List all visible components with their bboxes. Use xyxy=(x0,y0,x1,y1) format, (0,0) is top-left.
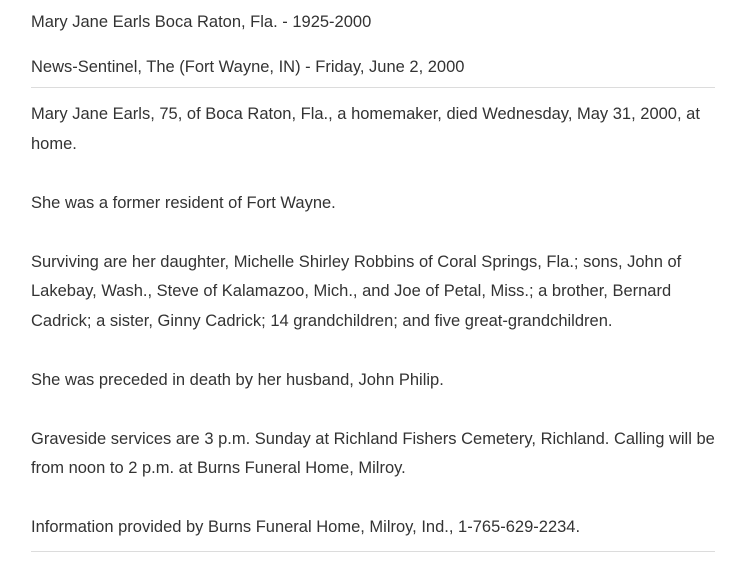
obituary-paragraph-death: Mary Jane Earls, 75, of Boca Raton, Fla., a homemaker, died Wednesday, May 31, 2000, at home. xyxy=(31,105,700,153)
obituary-title: Mary Jane Earls Boca Raton, Fla. - 1925-2000 xyxy=(31,13,372,31)
obituary-body xyxy=(31,100,715,572)
obituary-paragraph-services: Graveside services are 3 p.m. Sunday at Richland Fishers Cemetery, Richland. Calling will be from noon to 2 p.m. at Burns Funeral Home, Milroy. xyxy=(31,429,715,477)
divider-bottom xyxy=(31,551,715,552)
obituary-paragraph-info: Information provided by Burns Funeral Home, Milroy, Ind., 1-765-629-2234. xyxy=(31,518,581,536)
obituary-paragraph-survivors: Surviving are her daughter, Michelle Shirley Robbins of Coral Springs, Fla.; sons, John of Lakebay, Wash., Steve of Kalamazoo, Mich., and Joe of Petal, Miss.; a brother, Bernard Cadrick; a sister, Ginny Cadrick; 14 grandchildren; and five great-grandchildren. xyxy=(31,252,682,330)
obituary-paragraph-preceded: She was preceded in death by her husband, John Philip. xyxy=(31,370,444,389)
divider-top xyxy=(31,87,715,88)
obituary-paragraph-residence: She was a former resident of Fort Wayne. xyxy=(31,193,336,212)
obituary-source: News-Sentinel, The (Fort Wayne, IN) - Friday, June 2, 2000 xyxy=(31,58,465,76)
